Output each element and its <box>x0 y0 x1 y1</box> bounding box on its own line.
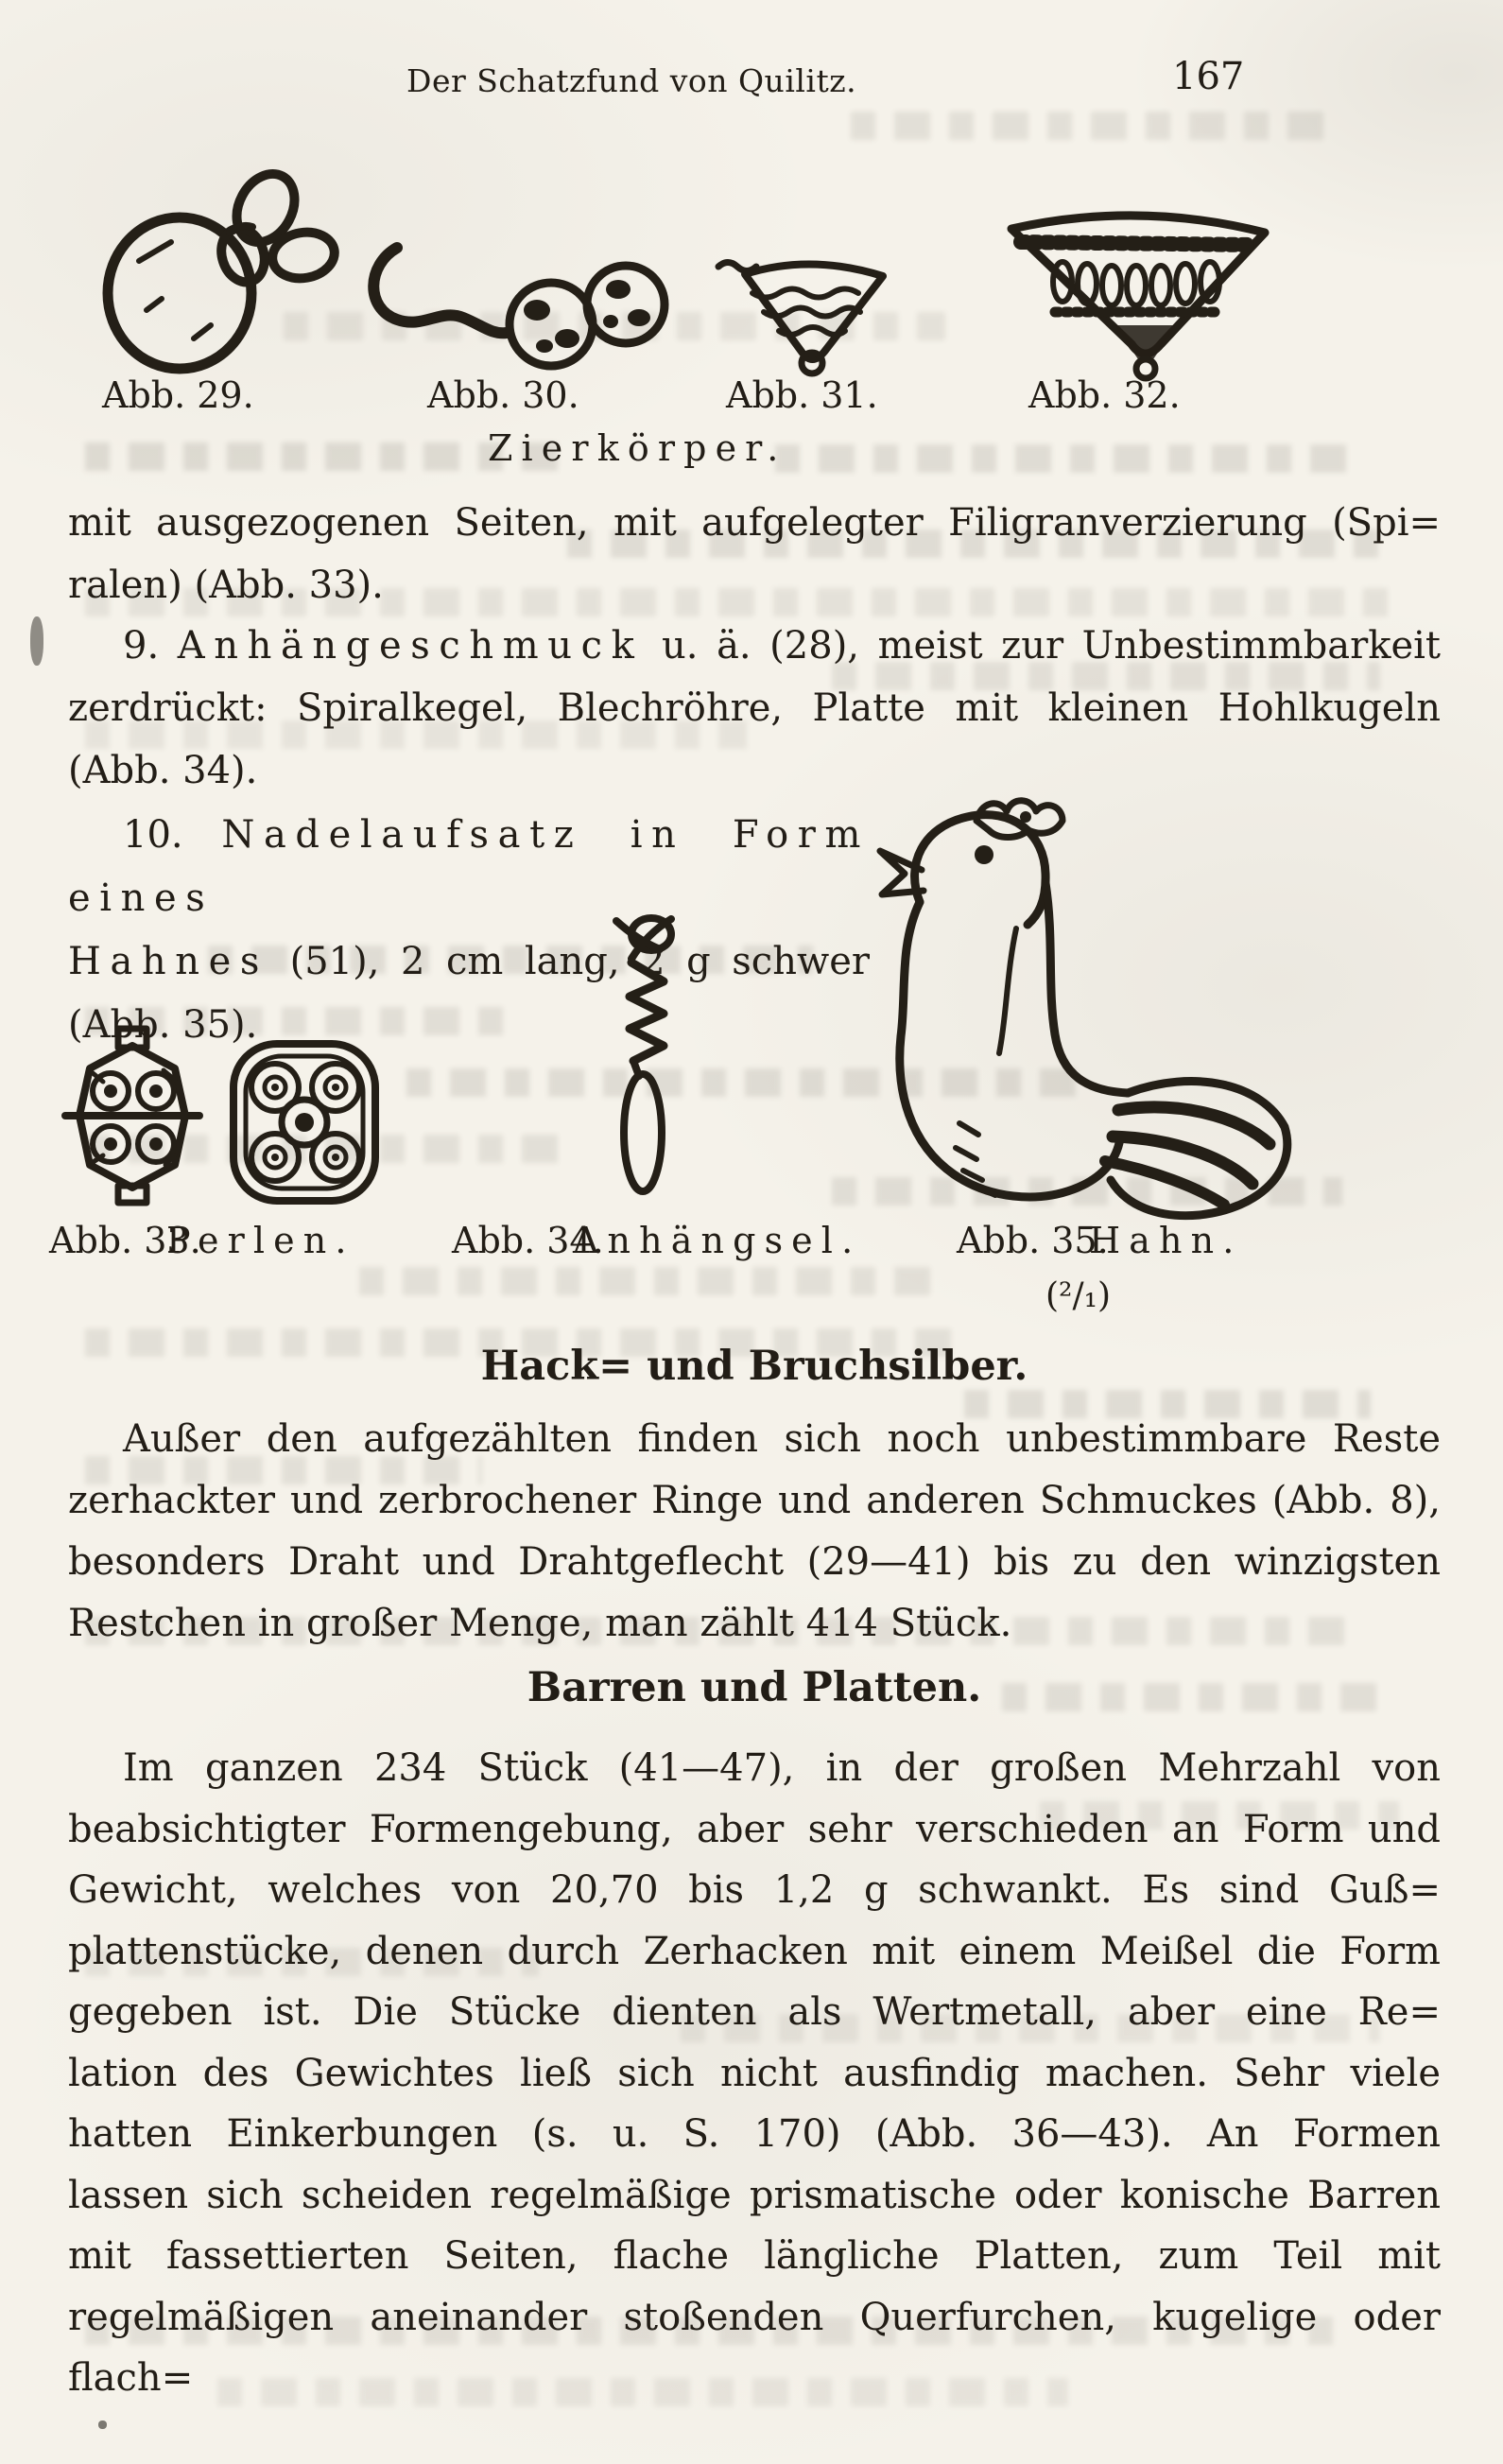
abb-34-anhaengsel-illustration <box>560 900 730 1214</box>
text-line: Restchen in großer Menge, man zählt 414 Stück. <box>68 1602 1012 1645</box>
text-line: zerdrückt: Spiralkegel, Blechröhre, Platte mit kleinen Hohlkugeln <box>68 686 1441 730</box>
caption-abb-33: Abb. 33. <box>49 1220 201 1261</box>
caption-abb-35: Abb. 35. <box>957 1220 1109 1261</box>
text-line: (Abb. 34). <box>68 749 258 792</box>
caption-abb-35-term: Hahn. <box>1089 1220 1243 1261</box>
text-line: mit fassettierten Seiten, flache längliche Platten, zum Teil mit <box>68 2234 1441 2278</box>
caption-abb-32: Abb. 32. <box>1028 374 1181 416</box>
item-number: 9. <box>123 624 178 668</box>
item-number: 10. <box>123 813 222 857</box>
caption-abb-34-term: Anhängsel. <box>573 1220 862 1261</box>
caption-abb-29: Abb. 29. <box>102 374 254 416</box>
page-number: 167 <box>1172 55 1245 98</box>
text-line: Außer den aufgezählten finden sich noch unbestimmbare Reste <box>123 1417 1441 1461</box>
section-heading-hacksilber: Hack= und Bruchsilber. <box>480 1343 1028 1390</box>
caption-zierkoerper: Zierkörper. <box>488 427 787 469</box>
text-line: hatten Einkerbungen (s. u. S. 170) (Abb. 36—43). An Formen <box>68 2112 1441 2156</box>
text-line: besonders Draht und Drahtgeflecht (29—41) bis zu den winzigsten <box>68 1540 1441 1584</box>
text-line: plattenstücke, denen durch Zerhacken mit einem Meißel die Form <box>68 1929 1441 1973</box>
text-line <box>68 804 870 930</box>
text-line: regelmäßigen aneinander stoßenden Querfurchen, kugelige oder flach= <box>68 2295 1441 2400</box>
text-line: zerhackter und zerbrochener Ringe und anderen Schmuckes (Abb. 8), <box>68 1479 1441 1522</box>
caption-abb-33-term: Perlen. <box>166 1220 355 1261</box>
abb-30-wire-beads-illustration <box>357 227 669 378</box>
abb-29-ring-illustration <box>80 149 364 374</box>
text-run: (51), 2 cm lang, 2 g schwer <box>268 940 870 983</box>
text-line: ralen) (Abb. 33). <box>68 564 384 607</box>
section-heading-barren: Barren und Platten. <box>527 1664 982 1711</box>
text-line: Im ganzen 234 Stück (41—47), in der großen Mehrzahl von <box>123 1746 1441 1790</box>
abb-31-woven-cone-illustration <box>711 248 909 378</box>
caption-abb-31: Abb. 31. <box>726 374 878 416</box>
abb-35-hahn-illustration <box>865 796 1300 1223</box>
text-line: (Abb. 35). <box>68 1003 258 1047</box>
caption-abb-30: Abb. 30. <box>427 374 579 416</box>
spaced-term: Hahnes <box>68 940 269 983</box>
spaced-term: Anhängeschmuck <box>177 624 644 668</box>
text-line <box>68 615 1441 677</box>
paragraph-continuation <box>68 492 1441 616</box>
paragraph-barren <box>68 1738 1441 2409</box>
text-line: beabsichtigter Formengebung, aber sehr verschieden an Form und <box>68 1807 1441 1851</box>
abb-33-perlen-illustration <box>52 1014 383 1214</box>
caption-abb-34: Abb. 34. <box>452 1220 604 1261</box>
text-line <box>68 930 870 994</box>
paragraph-hacksilber <box>68 1409 1441 1655</box>
paragraph-9 <box>68 615 1441 802</box>
text-line: mit ausgezogenen Seiten, mit aufgelegter Filigranverzierung (Spi= <box>68 501 1441 545</box>
text-line: lassen sich scheiden regelmäßige prismatische oder konische Barren <box>68 2173 1441 2217</box>
text-line: Gewicht, welches von 20,70 bis 1,2 g schwankt. Es sind Guß= <box>68 1868 1441 1912</box>
text-line: lation des Gewichtes ließ sich nicht ausfindig machen. Sehr viele <box>68 2051 1441 2095</box>
spaced-term: Nadelaufsatz in Form eines <box>68 813 870 920</box>
text-run: u. ä. (28), meist zur Unbestimmbarkeit <box>643 624 1441 668</box>
scale-note: (²/₁) <box>1045 1276 1112 1315</box>
running-header-title: Der Schatzfund von Quilitz. <box>406 62 857 99</box>
abb-32-ornate-cone-illustration <box>1000 195 1276 384</box>
text-line: gegeben ist. Die Stücke dienten als Wertmetall, aber eine Re= <box>68 1990 1441 2034</box>
